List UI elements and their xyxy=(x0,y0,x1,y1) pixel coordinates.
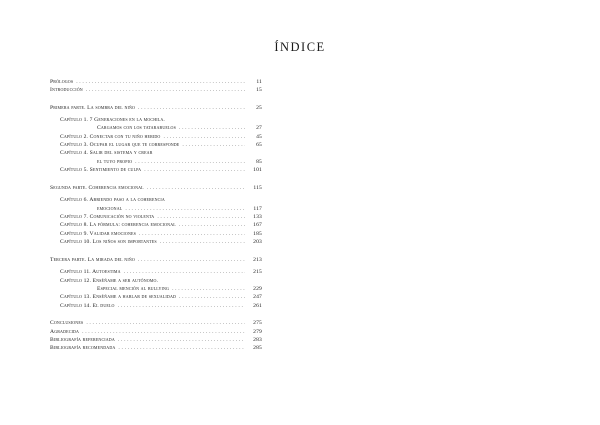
toc-entry-page: 11 xyxy=(256,79,262,85)
toc-entry-label: Capítulo 8. La fórmula: coherencia emocional xyxy=(60,222,176,228)
toc-entry-page: 101 xyxy=(253,167,262,173)
toc-entry-label: Capítulo 14. El duelo xyxy=(60,303,115,309)
dot-leader xyxy=(86,87,245,94)
dot-leader xyxy=(179,125,245,132)
toc-entry-page: 215 xyxy=(253,269,262,275)
toc-entry xyxy=(50,103,262,112)
toc-entry xyxy=(50,220,262,229)
toc-entry-label: Primera parte. La sombra del niño xyxy=(50,105,136,111)
toc-entry xyxy=(50,85,262,94)
toc-entry-page: 45 xyxy=(256,134,262,140)
page-title: ÍNDICE xyxy=(274,40,326,54)
toc-entry-page: 117 xyxy=(253,206,262,212)
toc-entry-label: Capítulo 12. Enséñame a ser autónomo. xyxy=(60,278,159,284)
toc-entry xyxy=(50,165,262,174)
toc-entry xyxy=(50,292,262,301)
toc-entry-page: 285 xyxy=(253,345,262,351)
toc-entry xyxy=(50,255,262,264)
toc-entry-label: Capítulo 7. Comunicación no violenta xyxy=(60,214,155,220)
toc-entry xyxy=(50,267,262,276)
toc-entry-page: 247 xyxy=(253,294,262,300)
toc-entry xyxy=(50,318,262,327)
toc-entry-label: Capítulo 2. Conectar con tu niño herido xyxy=(60,134,161,140)
toc-entry-page: 15 xyxy=(256,87,262,93)
toc-entry-page: 85 xyxy=(256,159,262,165)
dot-leader xyxy=(179,294,245,301)
toc-entry-label: Especial mención al bullying xyxy=(97,286,170,292)
toc-entry xyxy=(50,195,262,204)
toc-entry-page: 283 xyxy=(253,337,262,343)
toc-entry-page: 115 xyxy=(253,185,262,191)
toc-entry xyxy=(50,237,262,246)
toc-entry-page: 203 xyxy=(253,239,262,245)
toc-entry-label: Segunda parte. Coherencia emocional xyxy=(50,185,144,191)
dot-leader xyxy=(118,303,245,310)
toc-entry-page: 25 xyxy=(256,105,262,111)
toc-entry xyxy=(50,301,262,310)
toc-entry-label: Conclusiones xyxy=(50,320,84,326)
toc-entry-label: Agradecida xyxy=(50,329,80,335)
toc-entry-label: Capítulo 13. Enséñame a hablar de sexualidad xyxy=(60,294,177,300)
toc-entry-page: 185 xyxy=(253,231,262,237)
toc-entry-page: 65 xyxy=(256,142,262,148)
dot-leader xyxy=(138,105,245,112)
toc-entry-label: Bibliografía referenciada xyxy=(50,337,115,343)
toc-entry-label: Cargamos con los tatarabuelos xyxy=(97,125,176,131)
toc-entry-label: Capítulo 11. Autoestima xyxy=(60,269,121,275)
toc-entry-label: Introducción xyxy=(50,87,83,93)
toc-entry-page: 229 xyxy=(253,286,262,292)
toc-entry-label: emocional xyxy=(97,206,123,212)
toc-entry xyxy=(50,148,262,157)
dot-leader xyxy=(86,320,245,327)
toc-entry-page: 133 xyxy=(253,214,262,220)
dot-leader xyxy=(118,345,245,352)
toc-entry-label: Capítulo 4. Salir del sistema y crear xyxy=(60,150,153,156)
dot-leader xyxy=(144,167,245,174)
toc-entry-page: 167 xyxy=(253,222,262,228)
toc-entry xyxy=(50,123,262,132)
toc-entry-label: Capítulo 5. Sentimiento de culpa xyxy=(60,167,142,173)
toc-entry-label: Prólogos xyxy=(50,79,74,85)
dot-leader xyxy=(124,269,245,276)
toc-entry-label: Bibliografía recomendada xyxy=(50,345,116,351)
toc-entry-page: 213 xyxy=(253,257,262,263)
toc-entry-label: el tuyo propio xyxy=(97,159,133,165)
dot-leader xyxy=(179,222,245,229)
toc-entry xyxy=(50,343,262,352)
dot-leader xyxy=(138,257,245,264)
toc-entry-page: 27 xyxy=(256,125,262,131)
toc-entry-page: 279 xyxy=(253,329,262,335)
dot-leader xyxy=(160,239,245,246)
toc-entry-label: Capítulo 10. Los niños son importantes xyxy=(60,239,157,245)
toc-entry-page: 261 xyxy=(253,303,262,309)
toc-entry-page: 275 xyxy=(253,320,262,326)
toc-entry-label: Capítulo 1. 7 Generaciones en la mochila. xyxy=(60,117,165,123)
toc-entry-label: Capítulo 9. Validar emociones xyxy=(60,231,136,237)
toc-entry-label: Capítulo 3. Ocupar el lugar que te corresponde xyxy=(60,142,180,148)
dot-leader xyxy=(147,185,245,192)
toc-entry-label: Capítulo 6. Abriendo paso a la coherencia xyxy=(60,197,165,203)
toc-entry-label: Tercera parte. La mirada del niño xyxy=(50,257,135,263)
toc-entry xyxy=(50,183,262,192)
